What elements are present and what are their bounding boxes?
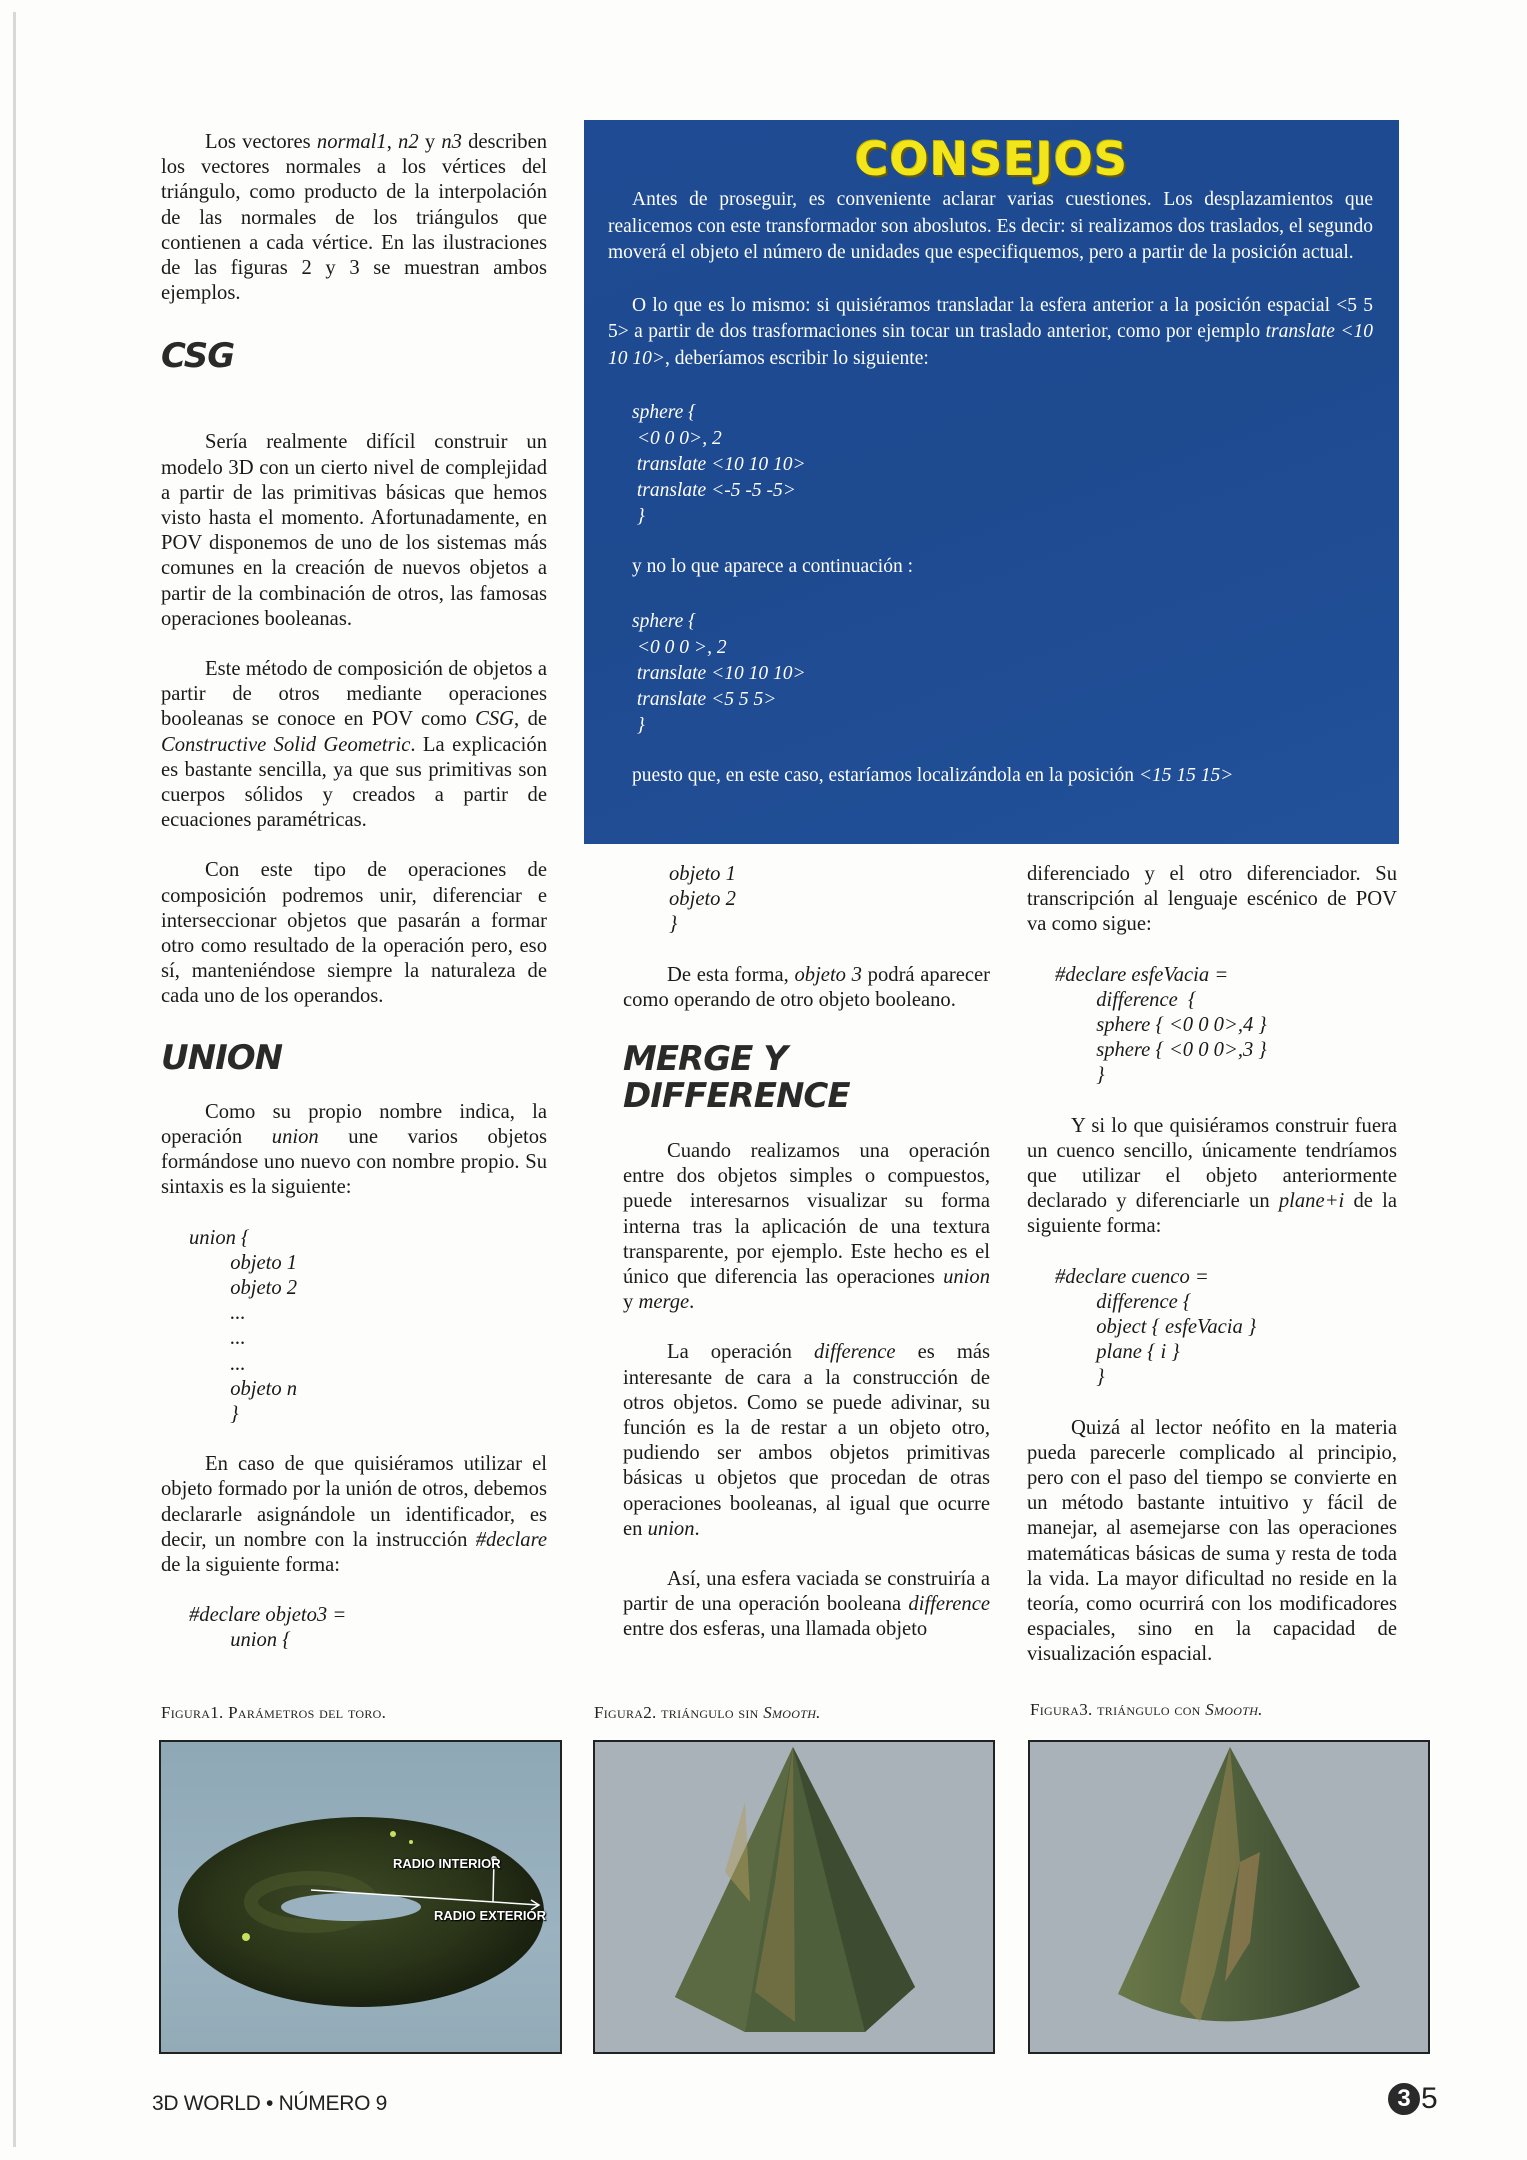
code-line: difference { — [1055, 1290, 1192, 1313]
paragraph-merge: Cuando realizamos una operación entre dos objetos simples o compuestos, puede interesarnos visualizar su forma interna tras la aplicación de una textura transparente, por ejemplo. Este hecho es el único que diferencia las operaciones union y merge. — [623, 1140, 990, 1314]
code-line: sphere { <0 0 0>,4 } — [1055, 1014, 1267, 1037]
code-union-continued — [669, 862, 990, 938]
paragraph-intro: Los vectores normal1, n2 y n3 describen los vectores normales a los vértices del triángulo, como producto de la interpolación de las normales de los triángulos que contienen a cada vértice. En las ilustraciones de las figuras 2 y 3 se muestran ambos ejemplos. — [161, 131, 548, 305]
label-radio-interior: RADIO INTERIOR — [393, 1856, 501, 1871]
code-line: } — [1055, 1064, 1105, 1087]
code-line: plane { i } — [1055, 1341, 1180, 1364]
figure-2-cone-image — [593, 1740, 995, 2054]
label-radio-exterior: RADIO EXTERIOR — [434, 1908, 546, 1923]
paragraph-objeto3: De esta forma, objeto 3 podrá aparecer como operando de otro objeto booleano. — [623, 963, 990, 1011]
code-line: ... — [189, 1352, 246, 1375]
code-line: translate <5 5 5> — [632, 688, 777, 710]
code-line: objeto 2 — [189, 1276, 298, 1299]
code-line: sphere { <0 0 0>,3 } — [1055, 1039, 1267, 1062]
code-union — [189, 1226, 547, 1428]
code-line: difference { — [1055, 988, 1197, 1011]
page-edge — [13, 12, 16, 2147]
code-line: translate <10 10 10> — [632, 662, 806, 684]
figure-1-torus-image — [159, 1740, 562, 2054]
consejos-code-1 — [608, 400, 1373, 530]
consejos-body — [608, 187, 1373, 789]
paragraph-transcripcion: diferenciado y el otro diferenciador. Su transcripción al lenguaje escénico de POV va como sigue: — [1027, 863, 1397, 936]
cone-smooth-illustration — [1030, 1742, 1428, 2052]
code-line: } — [632, 714, 645, 736]
code-line: objeto 1 — [189, 1251, 298, 1274]
consejos-box — [584, 120, 1399, 844]
paragraph-union-1: Como su propio nombre indica, la operación union une varios objetos formándose uno nuevo con nombre propio. Su sintaxis es la siguiente: — [161, 1100, 548, 1199]
paragraph-esfera-vaciada: Así, una esfera vaciada se construiría a partir de una operación booleana difference entre dos esferas, una llamada objeto — [623, 1568, 990, 1641]
code-line: <0 0 0>, 2 — [632, 428, 722, 449]
code-line: ... — [189, 1327, 246, 1350]
consejos-paragraph-2: O lo que es lo mismo: si quisiéramos transladar la esfera anterior a la posición espacial <5 5 5> a partir de dos trasformaciones sin tocar un traslado anterior, como por ejemplo translate <10 10 10>, deberíamos escribir lo siguiente: — [608, 294, 1373, 369]
heading-union: UNION — [161, 1037, 283, 1078]
left-column — [161, 130, 547, 1654]
code-line: <0 0 0 >, 2 — [632, 636, 727, 658]
paragraph-csg-3: Con este tipo de operaciones de composición podremos unir, diferenciar e interseccionar objetos que pasarán a formar otro como resultado de la operación pero, eso sí, manteniéndose siempre la naturaleza de cada uno de los operandos. — [161, 859, 547, 1008]
consejos-paragraph-1: Antes de proseguir, es conveniente aclarar varias cuestiones. Los desplazamientos que realicemos con este transformador son aboslutos. Es decir: si realizamos dos traslados, el segundo moverá el objeto el número de unidades que especifiquemos, pero a partir de la posición actual. — [608, 189, 1373, 263]
code-line: objeto 1 — [669, 863, 736, 885]
footer-publication: 3D WORLD • NÚMERO 9 — [152, 2092, 388, 2115]
paragraph-union-2: En caso de que quisiéramos utilizar el objeto formado por la unión de otros, debemos declararle asignándole un identificador, es decir, un nombre con la instrucción #declare de la siguiente forma: — [161, 1453, 547, 1576]
code-line: objeto n — [189, 1377, 298, 1400]
code-line: } — [632, 506, 645, 527]
code-line: sphere { — [632, 610, 696, 632]
code-line: ... — [189, 1302, 246, 1325]
code-line: translate <10 10 10> — [632, 454, 806, 475]
paragraph-csg-1: Sería realmente difícil construir un modelo 3D con un cierto nivel de complejidad a partir de las primitivas básicas que hemos visto hasta el momento. Afortunadamente, en POV disponemos de uno de los sistemas más comunes en la creación de nuevos objetos a partir de la combinación de otros, las famosas operaciones booleanas. — [161, 431, 547, 630]
code-line: #declare objeto3 = — [189, 1604, 347, 1627]
paragraph-conclusion: Quizá al lector neófito en la materia pueda parecerle complicado al principio, pero con el paso del tiempo se convierte en un método bastante intuitivo y fácil de manejar, al asemejarse con las operaciones matemáticas básicas de suma y resta de toda la vida. La mayor dificultad no reside en la teoría, como ocurrirá con los modificadores espaciales, sino en la capacidad de visualización espacial. — [1027, 1416, 1397, 1666]
heading-merge-difference: MERGE Y DIFFERENCE — [623, 1039, 850, 1117]
paragraph-difference: La operación difference es más interesante de cara a la construcción de otros objetos. Como se puede adivinar, su función es la de restar a un objeto otro, pudiendo ser ambos objetos primitivas básicas u objetos que procedan de otras operaciones booleanas, al igual que ocurre en union. — [623, 1341, 990, 1540]
code-line: objeto 2 — [669, 888, 736, 911]
code-line: #declare esfeVacia = — [1055, 963, 1229, 986]
circled-digit: 3 — [1388, 2083, 1420, 2115]
page-digit: 5 — [1421, 2082, 1438, 2115]
figure-3-cone-image — [1028, 1740, 1430, 2054]
consejos-paragraph-4: puesto que, en este caso, estaríamos localizándola en la posición <15 15 15> — [632, 764, 1234, 786]
consejos-title: CONSEJOS — [854, 132, 1129, 186]
code-line: sphere { — [632, 402, 696, 423]
middle-column — [623, 862, 990, 1643]
figure-3-caption: Figura3. triángulo con Smooth. — [1030, 1700, 1263, 1719]
code-line: union { — [189, 1226, 250, 1249]
page-number — [1388, 2082, 1438, 2116]
paragraph-cuenco: Y si lo que quisiéramos construir fuera un cuenco sencillo, únicamente tendríamos que utilizar el objeto anteriormente declarado y diferenciarle un plane+i de la siguiente forma: — [1027, 1114, 1397, 1238]
code-line: } — [669, 913, 678, 936]
code-line: object { esfeVacia } — [1055, 1316, 1257, 1339]
code-declare — [189, 1603, 547, 1653]
right-column — [1027, 862, 1397, 1668]
consejos-code-2 — [608, 609, 1373, 739]
heading-csg: CSG — [161, 336, 235, 377]
code-line: union { — [189, 1629, 291, 1652]
paragraph-csg-2: Este método de composición de objetos a partir de otros mediante operaciones booleanas se conoce en POV como CSG, de Constructive Solid Geometric. La explicación es bastante sencilla, ya que sus primitivas son cuerpos sólidos y creados a partir de ecuaciones paramétricas. — [161, 658, 547, 832]
torus-illustration — [161, 1742, 560, 2052]
code-line: #declare cuenco = — [1055, 1265, 1209, 1288]
consejos-paragraph-3: y no lo que aparece a continuación : — [632, 556, 914, 577]
code-line: } — [189, 1402, 239, 1425]
code-cuenco — [1055, 1265, 1397, 1391]
code-line: translate <-5 -5 -5> — [632, 480, 796, 501]
figure-1-caption: Figura1. Parámetros del toro. — [161, 1703, 387, 1722]
code-esfevacia — [1055, 963, 1397, 1089]
figure-2-caption: Figura2. triángulo sin Smooth. — [594, 1703, 821, 1722]
code-line: } — [1055, 1366, 1105, 1389]
cone-faceted-illustration — [595, 1742, 993, 2052]
